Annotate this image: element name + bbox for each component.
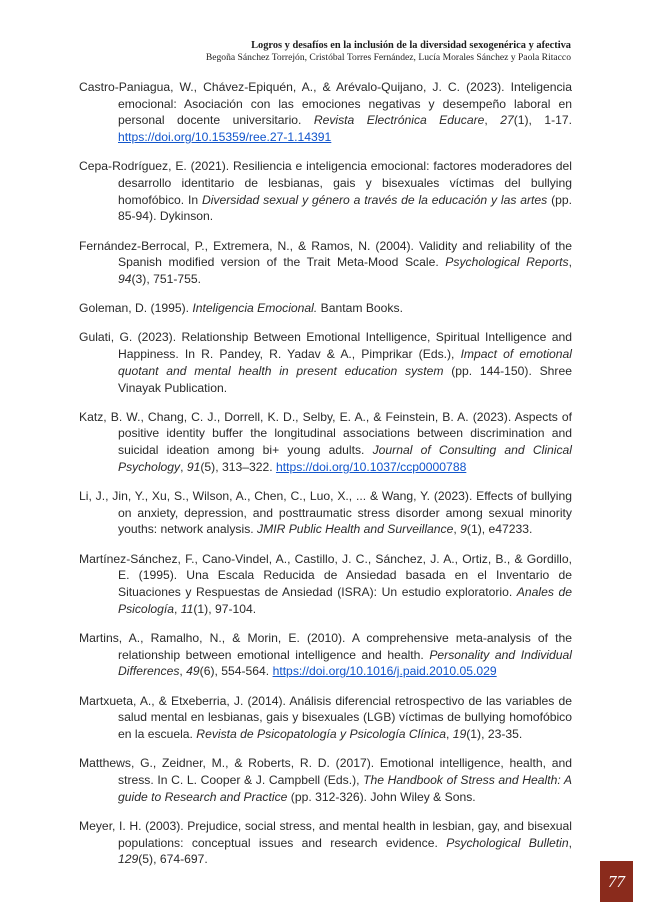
- ref-source: Anales de Psicología: [118, 585, 572, 616]
- ref-text: (5), 674-697.: [138, 852, 208, 867]
- ref-text: ,: [568, 835, 572, 850]
- ref-volume: 27: [500, 113, 514, 128]
- ref-text: Matthews, G., Zeidner, M., & Roberts, R. D. (2017). Emotional intelligence, health, and stress. In C. L. Cooper & J. Campbell (Eds.),: [79, 756, 572, 787]
- reference-item: [79, 329, 572, 396]
- ref-text: Gulati, G. (2023). Relationship Between Emotional Intelligence, Spiritual Intelligence and Happiness. In R. Pandey, R. Yadav & A., Pimprikar (Eds.),: [79, 330, 572, 362]
- ref-source: The Handbook of Stress and Health: A guide to Research and Practice: [118, 772, 572, 804]
- ref-text: Martínez-Sánchez, F., Cano-Vindel, A., Castillo, J. C., Sánchez, J. A., Ortiz, B., & Gordillo, E. (1995). Una Escala Reducida de Ansiedad basada en el Inventario de Situaciones y Respuestas de Ansiedad (ISRA): Un estudio exploratorio.: [79, 551, 572, 600]
- reference-item: [79, 79, 572, 146]
- running-header: [206, 39, 571, 64]
- reference-item: [79, 300, 572, 317]
- header-authors: Begoña Sánchez Torrejón, Cristóbal Torres Fernández, Lucía Morales Sánchez y Paola Ritacco: [205, 52, 571, 63]
- reference-item: [79, 755, 572, 805]
- ref-text: ,: [484, 113, 501, 128]
- ref-volume: 94: [118, 272, 132, 287]
- ref-text: Fernández-Berrocal, P., Extremera, N., & Ramos, N. (2004). Validity and reliability of the Spanish modified version of the Trait Meta-Mood Scale.: [79, 238, 572, 270]
- reference-item: [79, 630, 572, 680]
- reference-item: [79, 488, 572, 538]
- page-number-badge: [600, 861, 633, 902]
- reference-item: [79, 158, 572, 225]
- ref-text: ,: [446, 727, 453, 741]
- ref-source: JMIR Public Health and Surveillance: [257, 522, 454, 537]
- ref-text: ,: [179, 664, 187, 679]
- ref-source: Journal of Consulting and Clinical Psychology: [118, 443, 572, 474]
- ref-text: (pp. 85-94). Dykinson.: [118, 192, 572, 224]
- ref-text: ,: [174, 601, 181, 616]
- doi-link[interactable]: https://doi.org/10.1016/j.paid.2010.05.029: [272, 664, 497, 679]
- ref-text: Bantam Books.: [317, 301, 403, 316]
- reference-item: [79, 551, 572, 618]
- ref-text: ,: [453, 522, 461, 537]
- ref-text: Goleman, D. (1995).: [79, 301, 193, 316]
- ref-source: Revista de Psicopatología y Psicología Clínica: [196, 727, 446, 741]
- page-number: 77: [608, 871, 625, 891]
- ref-volume: 129: [118, 852, 139, 867]
- ref-text: (5), 313–322.: [200, 459, 276, 474]
- ref-source: Inteligencia Emocional.: [192, 301, 318, 316]
- ref-text: Cepa-Rodríguez, E. (2021). Resiliencia e inteligencia emocional: factores moderadores del desarrollo identitario de lesbianas, gais y bisexuales víctimas del bullying homofóbico. In: [79, 159, 572, 207]
- ref-source: Personality and Individual Differences: [118, 647, 572, 679]
- ref-source: Psychological Reports: [445, 255, 569, 270]
- ref-text: (pp. 312-326). John Wiley & Sons.: [287, 789, 476, 804]
- ref-text: (3), 751-755.: [131, 272, 202, 287]
- reference-list: [79, 79, 572, 880]
- ref-text: Meyer, I. H. (2003). Prejudice, social stress, and mental health in lesbian, gay, and bisexual populations: conceptual issues and research evidence.: [79, 818, 572, 850]
- ref-text: (1), 23-35.: [466, 727, 523, 741]
- reference-item: [79, 818, 572, 868]
- ref-text: (1), e47233.: [466, 522, 533, 537]
- ref-text: Katz, B. W., Chang, C. J., Dorrell, K. D., Selby, E. A., & Feinstein, B. A. (2023). Aspects of positive identity buffer the longitudinal associations between discrimination and suicidal ideation among bi+ young adults.: [79, 409, 572, 458]
- reference-item: [79, 409, 572, 476]
- ref-text: ,: [180, 459, 187, 474]
- header-title: Logros y desafíos en la inclusión de la diversidad sexogenérica y afectiva: [251, 40, 571, 51]
- ref-source: Revista Electrónica Educare: [313, 113, 485, 128]
- reference-item: [79, 238, 572, 288]
- ref-text: Li, J., Jin, Y., Xu, S., Wilson, A., Chen, C., Luo, X., ... & Wang, Y. (2023). Effects of bullying on anxiety, depression, and posttraumatic stress disorder among sexual minority youths: network analysis.: [79, 489, 572, 537]
- doi-link[interactable]: https://doi.org/10.1037/ccp0000788: [275, 459, 467, 474]
- doi-link[interactable]: https://doi.org/10.15359/ree.27-1.14391: [118, 130, 332, 145]
- ref-source: Impact of emotional quotant and mental health in present education system: [118, 347, 572, 378]
- ref-volume: 19: [452, 727, 467, 741]
- ref-volume: 11: [180, 601, 194, 616]
- ref-volume: 9: [460, 522, 467, 537]
- ref-source: Psychological Bulletin: [446, 835, 569, 850]
- ref-text: ,: [568, 255, 572, 270]
- ref-source: Diversidad sexual y género a través de la educación y las artes: [201, 192, 548, 207]
- ref-text: (1), 97-104.: [193, 601, 257, 616]
- ref-text: (1), 1-17.: [513, 113, 572, 128]
- ref-volume: 49: [186, 664, 200, 679]
- ref-text: (6), 554-564.: [199, 664, 273, 679]
- ref-text: Martins, A., Ramalho, N., & Morin, E. (2010). A comprehensive meta-analysis of the relationship between emotional intelligence and health.: [79, 630, 572, 662]
- ref-text: Castro-Paniagua, W., Chávez-Epiquén, A., & Arévalo-Quijano, J. C. (2023). Inteligencia emocional: Asociación con las emociones negativas y desempeño laboral en personal docente universitario.: [79, 80, 572, 128]
- ref-text: Martxueta, A., & Etxeberria, J. (2014). Análisis diferencial retrospectivo de las variables de salud mental en lesbianas, gais y bisexuales (LGB) víctimas de bullying homofóbico en la escuela.: [79, 693, 572, 741]
- ref-volume: 91: [186, 459, 201, 474]
- ref-text: (pp. 144-150). Shree Vinayak Publication.: [118, 363, 572, 395]
- reference-item: [79, 693, 572, 743]
